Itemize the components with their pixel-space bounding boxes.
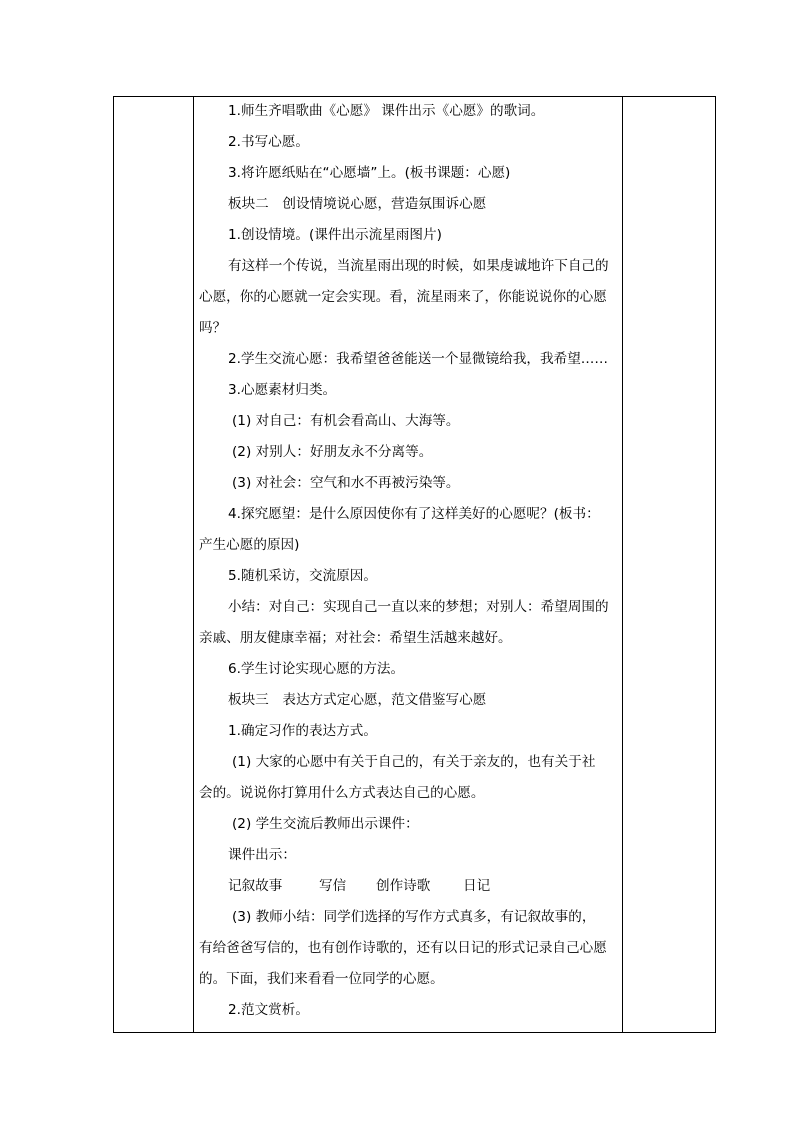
- option-poem: 创作诗歌: [376, 878, 431, 894]
- classify-society: (3) 对社会：空气和水不再被污染等。: [232, 475, 460, 491]
- teacher-summary-line-1: (3) 教师小结：同学们选择的写作方式真多，有记叙故事的，: [232, 909, 596, 925]
- step-interview: 5.随机采访，交流原因。: [228, 568, 377, 584]
- step-classify: 3.心愿素材归类。: [228, 382, 337, 398]
- teacher-summary-line-2: 有给爸爸写信的，也有创作诗歌的，还有以日记的形式记录自己心愿: [199, 940, 607, 956]
- lesson-content: [199, 96, 617, 1026]
- section-heading-3: 板块三 表达方式定心愿，范文借鉴写心愿: [228, 692, 487, 708]
- step-sing-song: 1.师生齐唱歌曲《心愿》 课件出示《心愿》的歌词。: [228, 103, 545, 119]
- expression-item-2: (2) 学生交流后教师出示课件：: [232, 816, 419, 832]
- step-wish-wall: 3.将许愿纸贴在“心愿墙”上。(板书课题：心愿): [228, 165, 511, 181]
- option-letter: 写信: [319, 878, 347, 894]
- option-narrative: 记叙故事: [228, 878, 283, 894]
- step-explore-line-1: 4.探究愿望：是什么原因使你有了这样美好的心愿呢？(板书：: [228, 506, 600, 522]
- step-model-essay: 2.范文赏析。: [228, 1002, 309, 1018]
- step-explore-line-2: 产生心愿的原因): [199, 537, 300, 553]
- step-discuss-methods: 6.学生讨论实现心愿的方法。: [228, 661, 405, 677]
- legend-paragraph-line-2: 心愿，你的心愿就一定会实现。看，流星雨来了，你能说说你的心愿: [199, 289, 607, 305]
- step-expression-method: 1.确定习作的表达方式。: [228, 723, 377, 739]
- option-diary: 日记: [463, 878, 491, 894]
- courseware-options: [199, 871, 617, 902]
- expression-item-1-line-2: 会的。说说你打算用什么方式表达自己的心愿。: [199, 785, 485, 801]
- courseware-label: 课件出示：: [228, 847, 296, 863]
- legend-paragraph-line-1: 有这样一个传说，当流星雨出现的时候，如果虔诚地许下自己的: [228, 258, 609, 274]
- step-write-wish: 2.书写心愿。: [228, 134, 309, 150]
- step-share-wishes: 2.学生交流心愿：我希望爸爸能送一个显微镜给我，我希望……: [228, 351, 608, 367]
- classify-others: (2) 对别人：好朋友永不分离等。: [232, 444, 433, 460]
- classify-self: (1) 对自己：有机会看高山、大海等。: [232, 413, 460, 429]
- table-column-divider-left: [193, 97, 194, 1032]
- expression-item-1-line-1: (1) 大家的心愿中有关于自己的，有关于亲友的，也有关于社: [232, 754, 596, 770]
- step-create-scene: 1.创设情境。(课件出示流星雨图片): [228, 227, 442, 243]
- teacher-summary-line-3: 的。下面，我们来看看一位同学的心愿。: [199, 971, 444, 987]
- section-heading-2: 板块二 创设情境说心愿，营造氛围诉心愿: [228, 196, 487, 212]
- table-column-divider-right: [622, 97, 623, 1032]
- legend-paragraph-line-3: 吗？: [199, 320, 227, 336]
- summary-line-1: 小结：对自己：实现自己一直以来的梦想；对别人：希望周围的: [228, 599, 609, 615]
- summary-line-2: 亲戚、朋友健康幸福；对社会：希望生活越来越好。: [199, 630, 512, 646]
